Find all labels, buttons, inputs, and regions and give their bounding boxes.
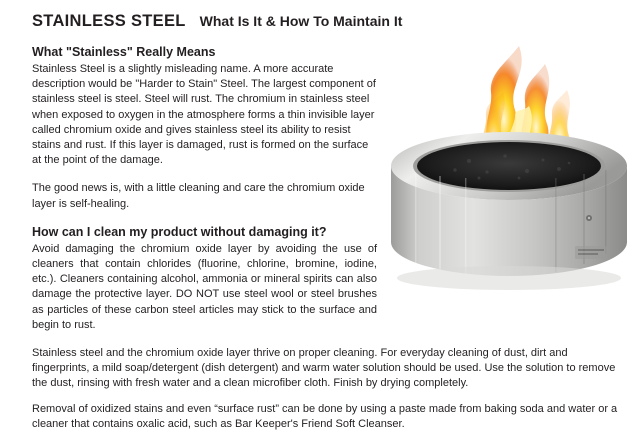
section-2-paragraph-1: Avoid damaging the chromium oxide layer by avoiding the use of cleaners that contain chlorides (fluorine, chlorine, bromine, iodine, etc.). Cleaners containing alcohol, ammonia or mineral spirits can also damage the protective layer. DO NOT use steel wool or steel brushes as particles of these carbon steel articles may stick to the surface and begin to rust. <box>32 242 377 331</box>
page-subtitle: What Is It & How To Maintain It <box>199 13 403 29</box>
closing-section <box>32 346 628 432</box>
section-heading-1: What "Stainless" Really Means <box>32 45 216 59</box>
section-heading-2: How can I clean my product without damaging it? <box>32 224 327 239</box>
closing-paragraph-2: Removal of oxidized stains and even “surface rust” can be done by using a paste made from baking soda and water or a cleaner that contains oxalic acid, such as Bar Keeper's Friend Soft Cleanser. <box>32 402 618 430</box>
spacer <box>32 168 377 181</box>
section-how-to-clean <box>32 225 377 333</box>
section-1-paragraph-1: Stainless Steel is a slightly misleading name. A more accurate description would be "Harder to Stain" Steel. The largest component of stainless steel is steel. Steel will rust. The chromium in stainless steel when exposed to oxygen in the atmosphere forms a thin invisible layer called chromium oxide and gives stainless steel its ability to resist stains and rust. If this layer is damaged, rust is formed on the surface at the point of the damage. <box>32 63 376 167</box>
page-title: STAINLESS STEEL <box>32 12 186 30</box>
spacer <box>32 392 628 402</box>
section-what-stainless-means <box>32 45 377 212</box>
spacer <box>32 333 627 346</box>
section-1-paragraph-2: The good news is, with a little cleaning and care the chromium oxide layer is self-healing. <box>32 182 365 210</box>
closing-paragraph-1: Stainless steel and the chromium oxide layer thrive on proper cleaning. For everyday cleaning of dust, dirt and fingerprints, a mild soap/detergent (dish detergent) and warm water solution should be used. Use the solution to remove the dust, rinsing with fresh water and a clean microfiber cloth. Finish by drying completely. <box>32 347 616 390</box>
spacer <box>32 212 627 225</box>
document-body <box>32 45 627 432</box>
